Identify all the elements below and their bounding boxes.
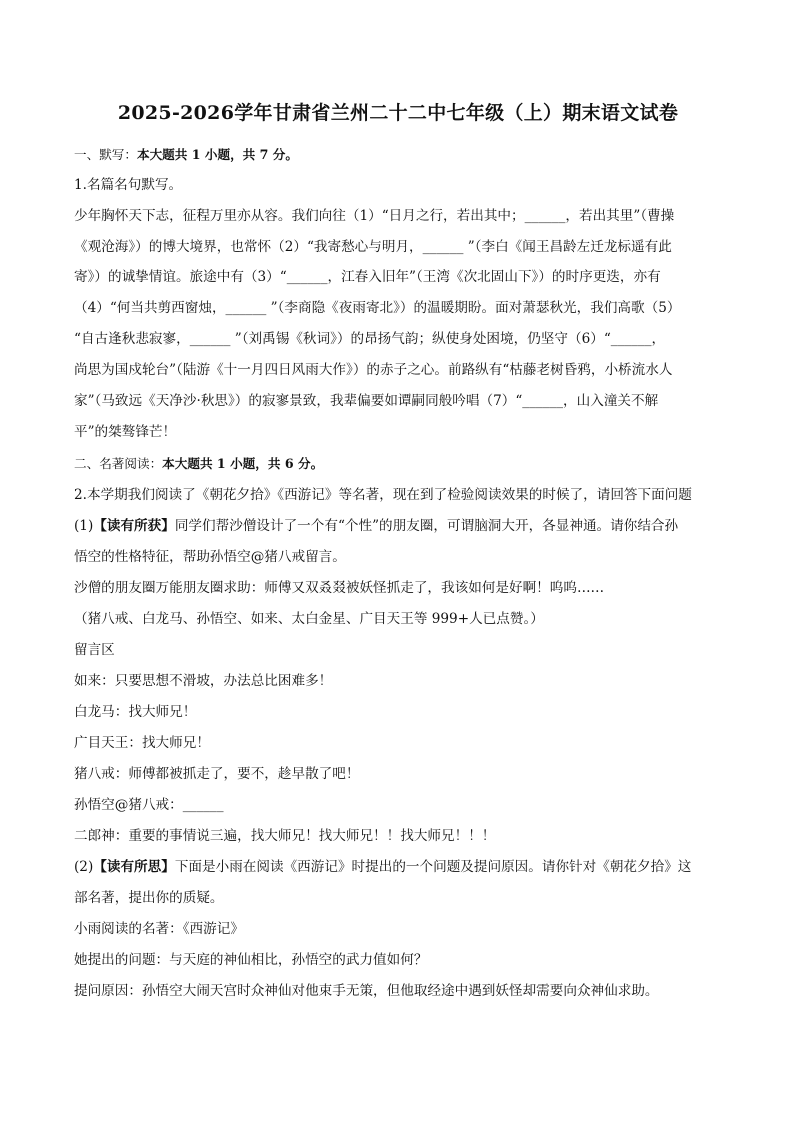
part-2-text: 下面是小雨在阅读《西游记》时提出的一个问题及提问原因。请你针对《朝花夕拾》这 bbox=[174, 859, 692, 875]
comment-item: 广目天王：找大师兄！ bbox=[74, 735, 210, 751]
part-1-number: (1) bbox=[74, 518, 94, 534]
comments-heading: 留言区 bbox=[74, 642, 115, 658]
question-2-part-1-line: 悟空的性格特征，帮助孙悟空@猪八戒留言。 bbox=[74, 549, 346, 565]
question-1-line: 少年胸怀天下志，征程万里亦从容。我们向往（1）“日月之行，若出其中；______，若出其里”（曹操 bbox=[74, 208, 675, 224]
question-2-intro: 2.本学期我们阅读了《朝花夕拾》《西游记》等名著，现在到了检验阅读效果的时候了，请回答下面问题 bbox=[74, 487, 692, 503]
section-1-desc: 本大题共 1 小题，共 7 分。 bbox=[136, 147, 298, 162]
moments-likes: （猪八戒、白龙马、孙悟空、如来、太白金星、广目天王等 999+人已点赞。） bbox=[74, 611, 544, 627]
part-1-tag: 【读有所获】 bbox=[93, 518, 175, 534]
comment-item: 如来：只要思想不滑坡，办法总比困难多！ bbox=[74, 673, 333, 689]
comment-item: 猪八戒：师傅都被抓走了，要不，趁早散了吧！ bbox=[74, 766, 360, 782]
comment-item: 二郎神：重要的事情说三遍，找大师兄！找大师兄！！找大师兄！！！ bbox=[74, 828, 496, 844]
example-reason: 提问原因：孙悟空大闹天宫时众神仙对他束手无策，但他取经途中遇到妖怪却需要向众神仙求助。 bbox=[74, 983, 659, 999]
section-2-label: 二、名著阅读： bbox=[74, 456, 163, 471]
part-1-text: 同学们帮沙僧设计了一个有“个性”的朋友圈，可谓脑洞大开，各显神通。请你结合孙 bbox=[174, 518, 679, 534]
part-2-tag: 【读有所思】 bbox=[93, 859, 175, 875]
section-2-heading bbox=[74, 454, 722, 474]
example-question: 她提出的问题：与天庭的神仙相比，孙悟空的武力值如何？ bbox=[74, 952, 428, 968]
part-2-number: (2) bbox=[74, 859, 94, 875]
section-1-label: 一、默写： bbox=[74, 147, 137, 162]
section-2-desc: 本大题共 1 小题，共 6 分。 bbox=[162, 456, 324, 471]
comment-item-blank: 孙悟空@猪八戒：______ bbox=[74, 797, 224, 813]
section-1-heading bbox=[74, 145, 722, 165]
question-1-line: 寄》）的诚挚情谊。旅途中有（3）“______，江春入旧年”（王湾《次北固山下》）的时序更迭，亦有 bbox=[74, 269, 661, 285]
question-1-line: 尚思为国戍轮台”（陆游《十一月四日风雨大作》）的赤子之心。前路纵有“枯藤老树昏鸦，小桥流水人 bbox=[74, 362, 673, 378]
question-1-line: 家”（马致远《天净沙·秋思》）的寂寥景致，我辈偏要如谭嗣同般吟唱（7）“______，山入潼关不解 bbox=[74, 393, 659, 409]
example-book: 小雨阅读的名著：《西游记》 bbox=[74, 921, 244, 937]
moments-post: 沙僧的朋友圈万能朋友圈求助：师傅又双叒叕被妖怪抓走了，我该如何是好啊！呜呜…… bbox=[74, 580, 605, 596]
question-2-part-1-line bbox=[74, 516, 722, 536]
question-1-line: 《观沧海》）的博大境界，也常怀（2）“我寄愁心与明月，______ ”（李白《闻王昌龄左迁龙标遥有此 bbox=[74, 239, 672, 255]
comment-item: 白龙马：找大师兄！ bbox=[74, 704, 197, 720]
question-2-part-2-line: 部名著，提出你的质疑。 bbox=[74, 890, 224, 906]
question-1-heading: 1.名篇名句默写。 bbox=[74, 177, 183, 193]
page-title: 2025-2026学年甘肃省兰州二十二中七年级（上）期末语文试卷 bbox=[117, 102, 679, 124]
question-1-line: （4）“何当共剪西窗烛，______ ”（李商隐《夜雨寄北》）的温暖期盼。面对萧瑟秋光，我们高歌（5） bbox=[74, 300, 681, 316]
question-1-line: “自古逢秋悲寂寥，______ ”（刘禹锡《秋词》）的昂扬气韵；纵使身处困境，仍坚守（6）“______， bbox=[74, 331, 666, 347]
question-2-part-2-line bbox=[74, 857, 722, 877]
question-1-line: 平”的桀骜锋芒！ bbox=[74, 424, 177, 440]
